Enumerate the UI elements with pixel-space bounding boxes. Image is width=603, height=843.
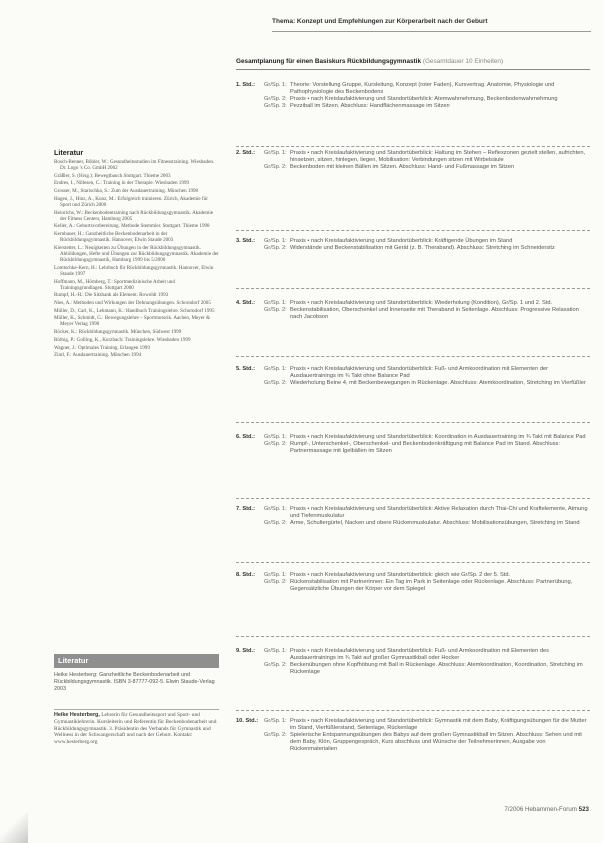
literature-item: Müller, D., Carl, K., Lehmann, K.: Handbuch Trainingslehre. Schorndorf 1995: [54, 307, 215, 314]
group-label: Gr/Sp. 2:: [264, 306, 287, 313]
session-number: 5. Std.:: [236, 366, 255, 372]
session-row: [236, 662, 590, 676]
literature-item: Zintl, F.: Ausdauertraining. München 1994: [54, 352, 142, 359]
session-text: Beckenboden mit kleinen Bällen im Sitzen. Abschluss: Hand- und Fußmassage im Sitzen: [290, 163, 515, 170]
session-row: [236, 96, 590, 103]
schedule-title: [236, 58, 590, 70]
session-row: [236, 520, 590, 527]
session-row: [236, 572, 590, 579]
literature-item: Müller, K., Schmidt, G.: Bewegungslehre – Sportmotorik. Aachen, Meyer & Meyer Verlag 1998: [54, 315, 210, 328]
session-text: Praxis • nach Kreislaufaktivierung und Standortüberblick: gleich wie Gr/Sp. 2 der 5. Std.: [290, 572, 511, 578]
literature-item: Kernbauer, H.: Ganzheitliche Beckenbodenarbeit in der Rückbildungsgymnastik. Hannover, Elwin Staude 2003: [54, 231, 174, 244]
literature-item: Röthig, P.: Golling, K., Kurzbach: Trainingslehre. Wiesbaden 1999: [54, 336, 191, 343]
session-row: [236, 150, 590, 164]
session-text: Praxis • nach Kreislaufaktivierung und Standortüberblick: Kräftigende Übungen im Stand: [290, 238, 513, 244]
session-text: Praxis • nach Kreislaufaktivierung und Standortüberblick: Haltung im Stehen – Reflexzonen gezielt stellen, aufrichten, hinsetzen, sitzen, hinlegen, liegen, Mobilisation: Verbindungen sitzen mit Wirbelsäule: [290, 150, 586, 163]
group-label: Gr/Sp. 2:: [264, 95, 287, 102]
session-row: [236, 718, 590, 732]
journal-name: Hebammen-Forum: [525, 806, 577, 813]
session-number: 10. Std.:: [236, 718, 259, 724]
session-row: [236, 245, 590, 252]
group-label: Gr/Sp. 3:: [264, 102, 287, 109]
group-label: Gr/Sp. 2:: [264, 163, 287, 170]
session-block: [236, 82, 590, 147]
session-row: [236, 82, 590, 96]
running-header: Thema: Konzept und Empfehlungen zur Körperarbeit nach der Geburt: [272, 18, 488, 25]
session-block: [236, 150, 590, 231]
session-number: 4. Std.:: [236, 300, 255, 306]
group-label: Gr/Sp. 1:: [264, 718, 287, 724]
session-row: [236, 164, 590, 171]
session-row: [236, 366, 590, 380]
session-block: [236, 434, 590, 499]
session-row: [236, 307, 590, 321]
page-number: 523: [578, 806, 589, 813]
group-label: Gr/Sp. 1:: [264, 366, 287, 372]
group-label: Gr/Sp. 2:: [264, 519, 287, 526]
session-block: [236, 238, 590, 289]
session-number: 3. Std.:: [236, 238, 255, 244]
group-label: Gr/Sp. 1:: [264, 238, 287, 244]
session-text: Rückenstabilisation mit Partnerinnen: Ein Tag im Park in Seitenlage oder Rückenlage. Abschluss: Partnerübung, Gegensätzliche Übungen der Körper vor dem Spiegel: [290, 578, 573, 592]
session-text: Beckenübungen ohne Kopfhöbung mit Ball in Rückenlage. Abschluss: Atemkoordination, Koordination, Stretching im Rückenlage: [290, 661, 583, 675]
session-row: [236, 380, 590, 387]
session-text: Widerstände und Beckenstabilisation mit Gerät (z. B. Theraband). Abschluss: Stretching im Schneidersitz: [290, 244, 555, 251]
literature-item: Bosch-Benner, Böhler, W.: Gesundheitsstudien im Fitnesstraining. Wiesbaden. Dr. Logo 's Co. GmbH 2002: [54, 159, 215, 172]
author-name: Heike Hesterberg,: [54, 712, 100, 718]
session-number: 6. Std.:: [236, 434, 255, 440]
session-text: Beckenstabilisation, Oberschenkel und Innenseite mit Theraband in Seitenlage. Abschluss: Progressive Relaxation nach Jacobson: [290, 306, 579, 320]
group-label: Gr/Sp. 2:: [264, 731, 287, 738]
group-label: Gr/Sp. 1:: [264, 300, 287, 306]
literature-item: Gräßler, S. (Hrsg.): Bewegtbauch Stuttgart. Thieme 2003: [54, 172, 171, 179]
author-bio: [54, 712, 219, 746]
page-corner-shadow: [0, 813, 28, 843]
literature-item: Wagner, J.: Optimales Training. Erlangen 1999: [54, 344, 150, 351]
session-row: [236, 441, 590, 455]
literature-item: Keller, A.: Geburtsvorbereitung. Methode Stemmler. Stuttgart. Thieme 1998: [54, 223, 210, 230]
session-number: 2. Std.:: [236, 150, 255, 156]
session-block: [236, 506, 590, 563]
group-label: Gr/Sp. 1:: [264, 434, 287, 440]
session-block: [236, 300, 590, 357]
page-footer: [504, 806, 589, 813]
group-label: Gr/Sp. 2:: [264, 440, 287, 447]
schedule-title-note: (Gesamtdauer 10 Einheiten): [422, 58, 504, 65]
group-label: Gr/Sp. 1:: [264, 506, 287, 512]
session-text: Theorie: Vorstellung Gruppe, Kursleitung, Konzept (roter Faden), Kursvertrag. Anatomie, Physiologie und Pathophysiologie des Beckenbodens: [290, 82, 555, 95]
session-row: [236, 648, 590, 662]
session-row: [236, 103, 590, 110]
literature-box-text: Heike Hesterberg: Ganzheitliche Beckenbodenarbeit und Rückbildungsgymnastik. ISBN 3-87777-092-5. Elwin Staude-Verlag 2003: [54, 672, 215, 692]
session-row: [236, 579, 590, 593]
session-row: [236, 732, 590, 753]
session-text: Praxis • nach Kreislaufaktivierung und Standortüberblick: Gymnastik mit dem Baby, Kräftigungsübungen für die Mutter im Stand, Vierfüßlerstand, Seitenlage, Rückenlage: [290, 718, 587, 731]
session-block: [236, 572, 590, 637]
session-block: [236, 648, 590, 711]
session-number: 1. Std.:: [236, 82, 255, 88]
literature-item: Lomtschke-Kern, H.: Lehrbuch für Rückbildungsgymnastik. Hannover, Elwin Staude 1997: [54, 264, 214, 277]
literature-item: Röcker, K.: Rückbildungsgymnastik. München, Südwest 1999: [54, 329, 182, 336]
session-row: [236, 506, 590, 520]
session-text: Spielerische Entspannungsübungen des Babys auf dem großen Gymnastikball im Sitzen. Abschluss: Sehen und mit dem Baby, Klön, Gruppengespräch, Kurs abschluss und Wünsche der Teilnehmerinnen, Ausgabe von Rückenmaterialien: [290, 731, 582, 752]
literature-box-heading: Literatur: [54, 654, 219, 668]
session-text: Praxis • nach Kreislaufaktivierung und Standortüberblick: Koordination in Ausdauertraining im ¾ Takt mit Balance Pad: [290, 434, 586, 440]
session-number: 7. Std.:: [236, 506, 255, 512]
schedule-header: [236, 58, 590, 70]
literature-item: Kierstetter, L.: Neuigkeiten zu Übungen in der Rückbildungsgymnastik. Abbildungen, Hefte und Übungen zur Rückbildungsgymnastik. Akademie der Rückbildungsgymnastik, Hamburg 1999 bis 5/2000: [54, 244, 219, 264]
group-label: Gr/Sp. 1:: [264, 648, 287, 654]
header-rule: [272, 31, 591, 32]
group-label: Gr/Sp. 1:: [264, 572, 287, 578]
schedule-title-text: Gesamtplanung für einen Basiskurs Rückbildungsgymnastik: [236, 58, 422, 65]
session-row: [236, 434, 590, 441]
session-text: Praxis • nach Kreislaufaktivierung und Standortüberblick: Fuß- und Armkoordination mit Elementen des Ausdauertrainings im ¾ Takt auf großer Gymnastikball oder Hocker: [290, 648, 550, 661]
literature-item: Hagen, J., Hinz, A., Kunz, M.: Erfolgreich trainieren. Zürich, Akademie für Sport und Zürich 2000: [54, 195, 208, 208]
literature-item: Heinrichs, W.: Beckenbodentraining nach Rückbildungsgymnastik. Akademie der Fitness Centers, Hamburg 2005: [54, 209, 214, 222]
session-text: Arme, Schultergürtel, Nacken und obere Rückenmuskulatur. Abschluss: Mobilisationsübungen, Stretching im Stand: [290, 519, 580, 526]
literature-heading: Literatur: [54, 148, 84, 157]
session-text: Praxis • nach Kreislaufaktivierung und Standortüberblick: Aktive Relaxation durch Thai-Chi und Kraftelemente, Atmung und Tiefenmuskulatur: [290, 506, 588, 519]
session-text: Rumpf-, Unterschenkel-, Oberschenkel- und Beckenbodenkräftigung mit Balance Pad im Stand. Abschluss: Partnermassage mit Igelbällen im Sitzen: [290, 440, 560, 454]
group-label: Gr/Sp. 2:: [264, 661, 287, 668]
literature-sidebar: [54, 144, 219, 360]
literature-item: Nies, A.: Methoden und Wirkungen der Dehnungsübungen. Schorndorf 2005: [54, 300, 211, 306]
literature-item: Rumpf, H.-H.: Die Sitzbank als Element. Rowohlt 1993: [54, 292, 169, 299]
group-label: Gr/Sp. 2:: [264, 379, 287, 386]
literature-item: Hoffmann, M., Hömberg, T.: Sportmedizinische Arbeit und Trainingsgrundlagen. Stuttgart 2000: [54, 278, 175, 291]
session-number: 9. Std.:: [236, 648, 255, 654]
session-block: [236, 718, 590, 798]
literature-list: [54, 159, 219, 358]
session-text: Praxis • nach Kreislaufaktivierung und Standortüberblick: Atemwahrnehmung, Beckenbodenwahrnehmung: [290, 95, 558, 102]
issue-number: 7/2006: [504, 806, 524, 813]
author-divider: [54, 709, 219, 710]
author-text: Lehrerin für Gesundheitssport und Sport- und Gymnastiklehrerin. Kursleiterin und Referentin für Beckenbodenarbeit und Rückbildungsgymnastik. 3. Präsidentin des Verbands für Gymnastik und Wellness in der Schwangerschaft und nach der Geburt. Kontakt: www.hesterberg.org: [54, 712, 217, 746]
session-text: Praxis • nach Kreislaufaktivierung und Standortüberblick: Fuß- und Armkoordination mit Elementen der Ausdauertrainings im ¾ Takt ohne Balance Pad: [290, 366, 549, 379]
literature-item: Grosser, M., Starischka, S.: Zum der Ausdauertraining. München 1998: [54, 188, 199, 195]
group-label: Gr/Sp. 1:: [264, 150, 287, 156]
session-row: [236, 238, 590, 245]
group-label: Gr/Sp. 2:: [264, 578, 287, 585]
session-text: Pezziball im Sitzen. Abschluss: Handflächenmassage im Sitzen: [290, 102, 450, 109]
group-label: Gr/Sp. 2:: [264, 244, 287, 251]
session-row: [236, 300, 590, 307]
session-block: [236, 366, 590, 423]
session-number: 8. Std.:: [236, 572, 255, 578]
session-text: Wiederholung Beine 4, mit Beckenbewegungen in Rückenlage. Abschluss: Atemkoordination, Stretching im Vierfüßler: [290, 379, 586, 386]
literature-item: Endres, I., Nillesen, C.: Training in der Therapie. Wiesbaden 1999: [54, 180, 189, 187]
session-text: Praxis • nach Kreislaufaktivierung und Standortüberblick: Wiederholung (Kondition), Gr/Sp. 1 und 2. Std.: [290, 300, 553, 306]
group-label: Gr/Sp. 1:: [264, 82, 287, 88]
